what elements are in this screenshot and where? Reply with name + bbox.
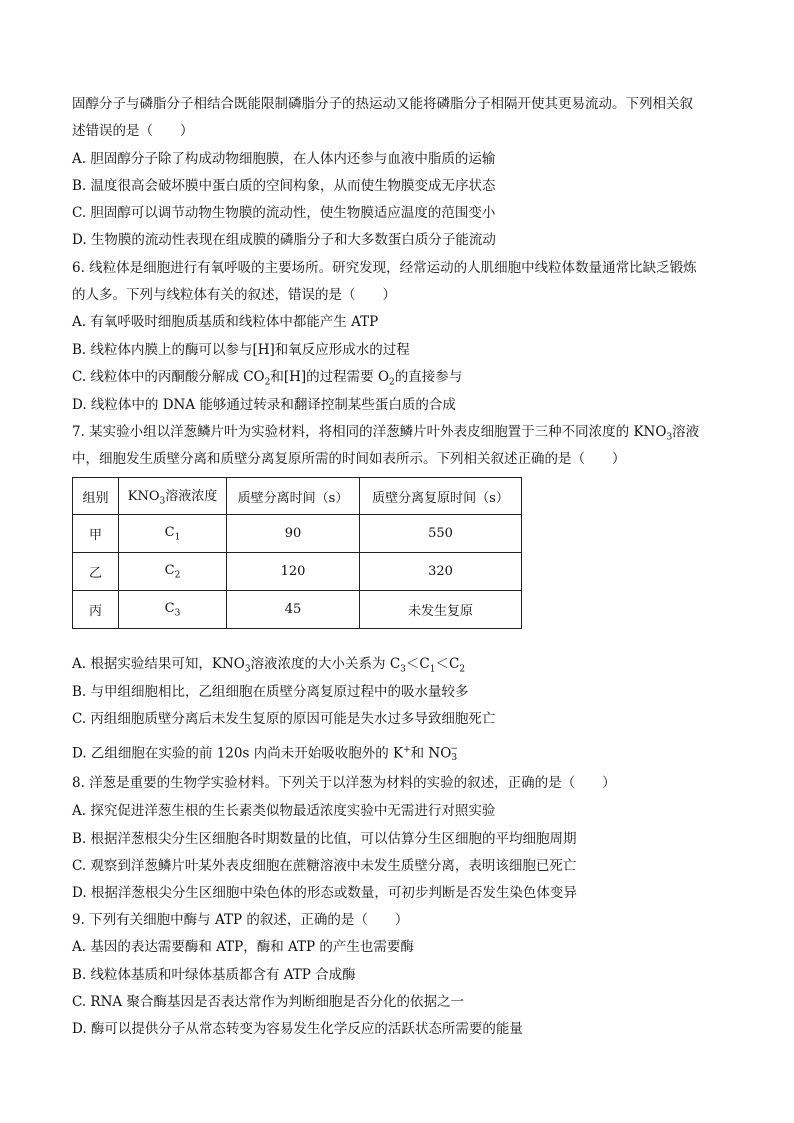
cell-group: 甲 [73,515,119,553]
q6-option-a: A. 有氧呼吸时细胞质基质和线粒体中都能产生 ATP [72,314,379,330]
cell-separation-time: 90 [227,515,360,553]
cell-concentration [119,591,227,629]
q7-option-a [72,654,734,680]
experiment-table [72,477,522,629]
q5-option-a: A. 胆固醇分子除了构成动物细胞膜，在人体内还参与血液中脂质的运输 [72,151,496,167]
q6-option-c [72,367,734,393]
q7-option-d [72,740,734,764]
q5-option-c: C. 胆固醇可以调节动物生物膜的流动性，使生物膜适应温度的范围变小 [72,205,496,221]
q7-option-c: C. 丙组细胞质壁分离后未发生复原的原因可能是失水过多导致细胞死亡 [72,711,496,727]
q8-option-a: A. 探究促进洋葱生根的生长素类似物最适浓度实验中无需进行对照实验 [72,803,496,819]
q9-option-d: D. 酶可以提供分子从常态转变为容易发生化学反应的活跃状态所需要的能量 [72,1021,523,1037]
q7a-sub-3: 1 [429,664,436,675]
cell-group: 丙 [73,591,119,629]
q8-option-d: D. 根据洋葱根尖分生区细胞中染色体的形态或数量，可初步判断是否发生染色体变异 [72,885,577,901]
q7-stem-sub: 3 [666,432,673,443]
header-recovery-time: 质壁分离复原时间（s） [360,478,522,515]
q6c-sub-1: 2 [264,377,271,388]
q7a-text-1: A. 根据实验结果可知，KNO [72,656,245,672]
q7d-sup-1: + [403,745,411,755]
q7-stem-text-1: 7. 某实验小组以洋葱鳞片叶为实验材料，将相同的洋葱鳞片叶外表皮细胞置于三种不同浓度的 KNO [72,424,667,440]
q7-stem-line-1 [72,422,734,448]
q7-stem-text-2: 溶液 [672,424,700,440]
q6-stem-line-1: 6. 线粒体是细胞进行有氧呼吸的主要场所。研究发现，经常运动的人肌细胞中线粒体数量通常比缺乏锻炼 [72,260,697,276]
q7d-text-1: D. 乙组细胞在实验的前 120s 内尚未开始吸收胞外的 K [72,745,404,762]
cell-group: 乙 [73,553,119,591]
q6c-text-1: C. 线粒体中的丙酮酸分解成 CO [72,369,265,385]
q9-option-c: C. RNA 聚合酶基因是否表达常作为判断细胞是否分化的依据之一 [72,994,464,1010]
q7d-ion-sub: 3 [451,753,458,763]
cell-separation-time: 45 [227,591,360,629]
cell-recovery-time: 550 [360,515,522,553]
header-concentration [119,478,227,515]
q7d-ion-charge: − [450,744,458,754]
q7a-text-2: 溶液浓度的大小关系为 C [250,656,401,672]
table-header-row [73,478,522,515]
q7d-ion-stack [451,745,459,763]
q9-option-a: A. 基因的表达需要酶和 ATP，酶和 ATP 的产生也需要酶 [72,939,414,955]
table-row [73,553,522,591]
header-conc-sub: 3 [159,496,166,507]
q6-option-b: B. 线粒体内膜上的酶可以参与[H]和氧反应形成水的过程 [72,342,410,358]
header-conc-text-2: 溶液浓度 [165,489,218,505]
q9-stem: 9. 下列有关细胞中酶与 ATP 的叙述，正确的是（ ） [72,912,409,928]
q7a-sub-2: 3 [400,664,406,675]
q8-option-b: B. 根据洋葱根尖分生区细胞各时期数量的比值，可以估算分生区细胞的平均细胞周期 [72,831,577,847]
q8-option-c: C. 观察到洋葱鳞片叶某外表皮细胞在蔗糖溶液中未发生质壁分离，表明该细胞已死亡 [72,858,577,874]
header-separation-time: 质壁分离时间（s） [227,478,360,515]
table-row [73,591,522,629]
cell-conc-letter: C [164,600,175,616]
q7-option-b: B. 与甲组细胞相比，乙组细胞在质壁分离复原过程中的吸水量较多 [72,684,469,700]
cell-conc-letter: C [164,562,175,578]
q7a-text-3: ＜C [405,656,430,672]
q7-stem-line-2: 中，细胞发生质壁分离和质壁分离复原所需的时间如表所示。下列相关叙述正确的是（ ） [72,451,626,467]
q7a-sub-1: 3 [244,664,251,675]
cell-recovery-time: 320 [360,553,522,591]
cell-conc-sub: 1 [174,532,181,543]
cell-concentration [119,553,227,591]
cell-concentration [119,515,227,553]
q5-stem-line-2: 述错误的是（ ） [72,123,194,139]
table-row [73,515,522,553]
cell-separation-time: 120 [227,553,360,591]
q7a-text-4: ＜C [435,656,460,672]
q7d-text-2: 和 NO [410,745,452,762]
header-conc-text-1: KNO [127,489,160,505]
cell-conc-letter: C [164,524,175,540]
q6-stem-line-2: 的人多。下列与线粒体有关的叙述，错误的是（ ） [72,287,396,303]
q6c-sub-2: 2 [389,377,395,388]
q5-option-b: B. 温度很高会破坏膜中蛋白质的空间构象，从而使生物膜变成无序状态 [72,178,496,194]
cell-conc-sub: 2 [174,570,181,581]
header-group: 组别 [73,478,119,515]
q6c-text-3: 的直接参与 [394,369,463,385]
q5-stem-line-1: 固醇分子与磷脂分子相结合既能限制磷脂分子的热运动又能将磷脂分子相隔开使其更易流动。下列相关叙 [72,96,693,112]
q6-option-d: D. 线粒体中的 DNA 能够通过转录和翻译控制某些蛋白质的合成 [72,397,456,413]
cell-conc-sub: 3 [174,608,181,619]
q7a-sub-4: 2 [459,664,466,675]
q5-option-d: D. 生物膜的流动性表现在组成膜的磷脂分子和大多数蛋白质分子能流动 [72,232,496,248]
q6c-text-2: 和[H]的过程需要 O [270,369,390,385]
q9-option-b: B. 线粒体基质和叶绿体基质都含有 ATP 合成酶 [72,967,356,983]
q8-stem: 8. 洋葱是重要的生物学实验材料。下列关于以洋葱为材料的实验的叙述，正确的是（ ） [72,775,616,791]
cell-recovery-time: 未发生复原 [360,591,522,629]
